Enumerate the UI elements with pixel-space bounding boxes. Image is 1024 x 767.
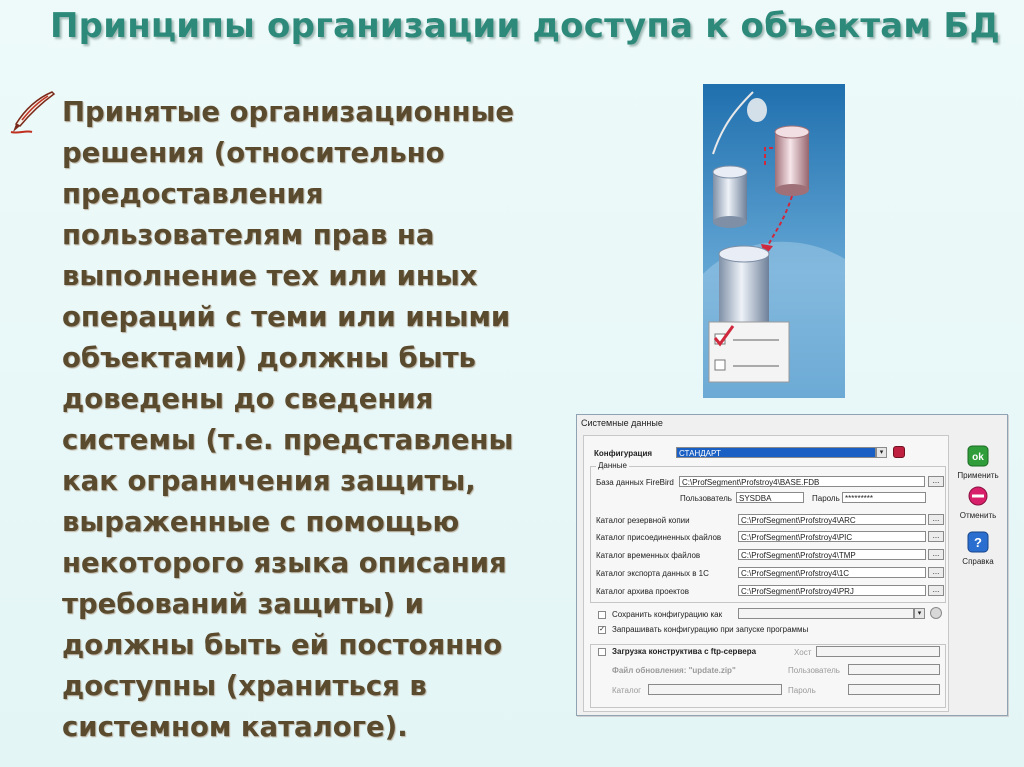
cancel-label: Отменить xyxy=(959,511,997,520)
dir-field[interactable]: C:\ProfSegment\Profstroy4\PIC xyxy=(738,531,926,542)
dir-field[interactable]: C:\ProfSegment\Profstroy4\1C xyxy=(738,567,926,578)
browse-dir-button[interactable]: ... xyxy=(928,549,944,560)
body-line: решения (относительно xyxy=(62,137,445,169)
save-config-label: Сохранить конфигурацию как xyxy=(612,610,723,619)
body-line: пользователям прав на xyxy=(62,219,435,251)
ok-icon-text: ok xyxy=(972,452,984,463)
dir-field[interactable]: C:\ProfSegment\Profstroy4\PRJ xyxy=(738,585,926,596)
catalog-field[interactable] xyxy=(648,684,782,695)
config-reset-icon[interactable] xyxy=(893,446,905,458)
save-icon[interactable] xyxy=(930,607,942,619)
data-group-label: Данные xyxy=(598,461,627,470)
body-line: операций с теми или иными xyxy=(62,301,511,333)
apply-label: Применить xyxy=(957,471,999,480)
user-field[interactable]: SYSDBA xyxy=(736,492,804,503)
catalog-label: Каталог xyxy=(612,686,642,695)
body-line: Принятые организационные xyxy=(62,96,515,128)
dir-field[interactable]: C:\ProfSegment\Profstroy4\TMP xyxy=(738,549,926,560)
ftp-password-field[interactable] xyxy=(848,684,940,695)
body-line: как ограничения защиты, xyxy=(62,465,476,497)
body-line: объектами) должны быть xyxy=(62,342,476,374)
ftp-checkbox[interactable] xyxy=(598,648,606,656)
ask-config-label: Запрашивать конфигурацию при запуске программы xyxy=(612,625,809,634)
chevron-down-icon[interactable]: ▾ xyxy=(914,608,925,619)
save-config-field[interactable] xyxy=(738,608,914,619)
dir-field[interactable]: C:\ProfSegment\Profstroy4\ARC xyxy=(738,514,926,525)
apply-button[interactable] xyxy=(957,445,999,480)
body-paragraph xyxy=(62,92,562,748)
database-cylinders-icon xyxy=(703,84,845,398)
ftp-password-label: Пароль xyxy=(788,686,816,695)
db-path-field[interactable]: C:\ProfSegment\Profstroy4\BASE.FDB xyxy=(679,476,925,487)
body-line: требований защиты) и xyxy=(62,588,424,620)
dir-label: Каталог экспорта данных в 1С xyxy=(596,569,709,578)
body-line: предоставления xyxy=(62,178,324,210)
user-label: Пользователь xyxy=(680,494,732,503)
db-label: База данных FireBird xyxy=(596,478,674,487)
chevron-down-icon[interactable]: ▾ xyxy=(876,447,887,458)
host-field[interactable] xyxy=(816,646,940,657)
ftp-user-field[interactable] xyxy=(848,664,940,675)
body-line: выраженные с помощью xyxy=(62,506,460,538)
ok-icon xyxy=(967,445,989,467)
config-select[interactable]: СТАНДАРТ xyxy=(676,447,876,458)
host-label: Хост xyxy=(794,648,812,657)
slide-title: Принципы организации доступа к объектам БД xyxy=(50,6,1000,46)
help-button[interactable] xyxy=(957,531,999,566)
browse-db-button[interactable]: ... xyxy=(928,476,944,487)
body-line: выполнение тех или иных xyxy=(62,260,478,292)
help-label: Справка xyxy=(962,557,994,566)
config-label: Конфигурация xyxy=(594,449,653,458)
system-data-dialog xyxy=(576,414,1008,716)
dir-label: Каталог резервной копии xyxy=(596,516,690,525)
cancel-button[interactable] xyxy=(957,485,999,520)
help-icon xyxy=(967,531,989,553)
dir-label: Каталог временных файлов xyxy=(596,551,701,560)
help-icon-text: ? xyxy=(974,535,982,550)
browse-dir-button[interactable]: ... xyxy=(928,567,944,578)
browse-dir-button[interactable]: ... xyxy=(928,514,944,525)
body-line: доступны (храниться в xyxy=(62,670,427,702)
body-line: должны быть ей постоянно xyxy=(62,629,503,661)
ftp-user-label: Пользователь xyxy=(788,666,840,675)
password-field[interactable]: ********* xyxy=(842,492,926,503)
settings-panel xyxy=(583,435,949,712)
body-line: системы (т.е. представлены xyxy=(62,424,514,456)
body-line: доведены до сведения xyxy=(62,383,434,415)
cancel-icon xyxy=(967,485,989,507)
ftp-label: Загрузка конструктива с ftp-сервера xyxy=(612,647,757,656)
browse-dir-button[interactable]: ... xyxy=(928,531,944,542)
quill-pen-icon xyxy=(8,88,58,138)
ask-config-checkbox[interactable]: ✓ xyxy=(599,626,605,633)
body-line: некоторого языка описания xyxy=(62,547,507,579)
dir-label: Каталог присоединенных файлов xyxy=(596,533,722,542)
password-label: Пароль xyxy=(812,494,840,503)
save-config-checkbox[interactable] xyxy=(598,611,606,619)
dialog-title: Системные данные xyxy=(581,418,663,428)
dir-label: Каталог архива проектов xyxy=(596,587,689,596)
browse-dir-button[interactable]: ... xyxy=(928,585,944,596)
update-file-label: Файл обновления: "update.zip" xyxy=(612,666,736,675)
body-line: системном каталоге). xyxy=(62,711,408,743)
